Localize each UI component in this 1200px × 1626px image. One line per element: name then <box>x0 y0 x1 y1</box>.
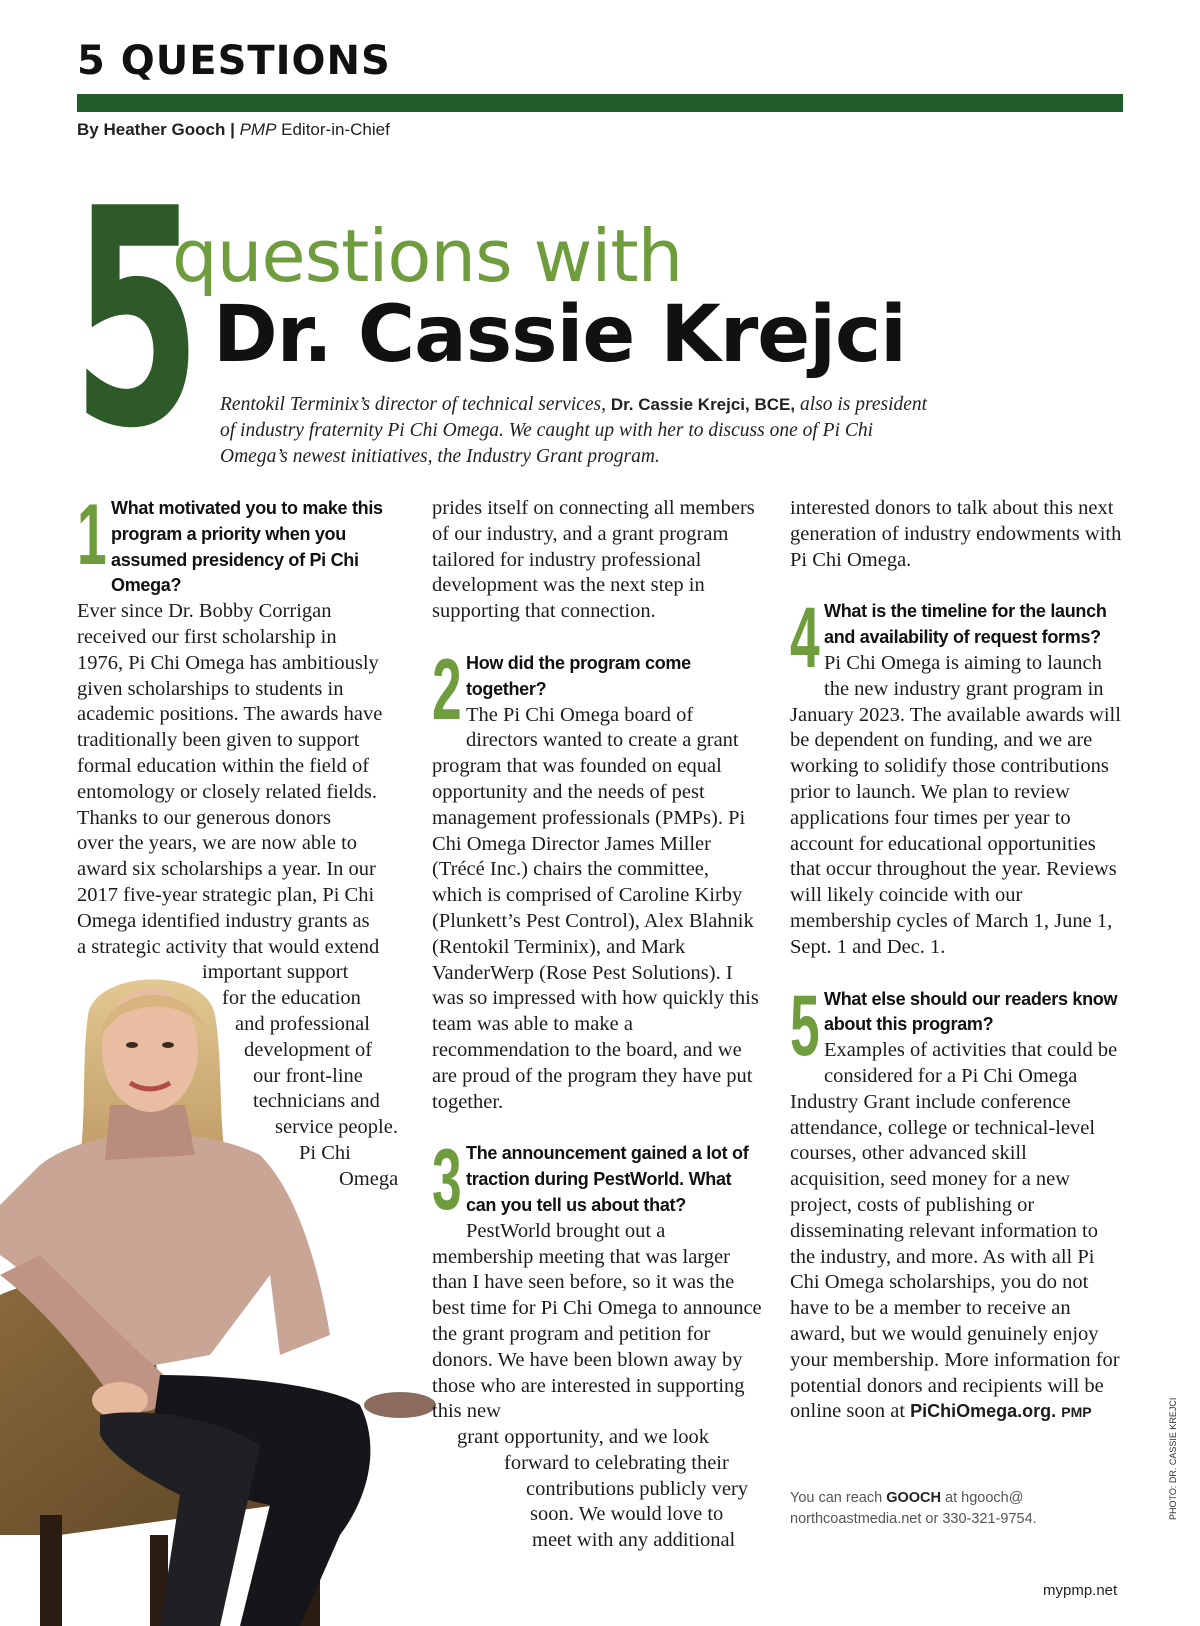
text-line: Pi Chi <box>299 1141 351 1164</box>
text-line: Ever since Dr. Bobby Corrigan <box>77 600 332 623</box>
text-line: Omega identified industry grants as <box>77 909 370 932</box>
text-line: a strategic activity that would extend <box>77 935 380 958</box>
question-5 <box>790 987 1126 1427</box>
question-heading-4: What is the timeline for the launch and availability of request forms? <box>824 601 1107 648</box>
column-2 <box>432 496 764 1554</box>
footer-site: mypmp.net <box>1043 1582 1118 1599</box>
text-line: forward to celebrating their <box>504 1451 729 1474</box>
question-number-1: 1 <box>77 496 107 583</box>
question-heading-2: How did the program come together? <box>466 652 691 699</box>
question-1 <box>77 496 399 599</box>
text-line: and professional <box>235 1012 370 1035</box>
answer-4: Pi Chi Omega is aiming to launch the new industry grant program in January 2023. The available awards will be dependent on funding, and we are working to solidify those contributions prior to launch. We plan to review applications four times per year to account for educational opportunities that occur throughout the year. Reviews will likely coincide with our membership cycles of March 1, June 1, Sept. 1 and Dec. 1. <box>790 651 1121 958</box>
author-name: Heather Gooch <box>103 120 226 139</box>
text-line: meet with any additional <box>532 1529 736 1552</box>
intro-deck <box>220 392 940 470</box>
answer-5 <box>790 1038 1126 1426</box>
text-line: Omega <box>339 1167 399 1190</box>
answer-2: The Pi Chi Omega board of directors wanted to create a grant program that was founded on equal opportunity and the needs of pest management professionals (PMPs). Pi Chi Omega Director James Miller (Trécé Inc.) chairs the committee, which is comprised of Caroline Kirby (Plunkett’s Pest Control), Alex Blahnik (Rentokil Terminix), and Mark VanderWerp (Rose Pest Solutions). I was so impressed with how quickly this team was able to make a recommendation to the board, and we are proud of the program they have put together. <box>432 703 759 1113</box>
text-line: technicians and <box>253 1090 380 1113</box>
text-line: important support <box>202 961 349 984</box>
text-line: our front-line <box>253 1064 363 1087</box>
text-line: entomology or closely related fields. <box>77 780 378 803</box>
text-line: award six scholarships a year. In our <box>77 858 376 881</box>
question-3 <box>432 1141 764 1425</box>
section-title: 5 QUESTIONS <box>77 38 391 84</box>
text-line: given scholarships to students in <box>77 677 344 700</box>
question-heading-1: What motivated you to make this program a priority when you assumed presidency of Pi Chi Omega? <box>111 498 383 596</box>
column-3 <box>790 496 1126 1426</box>
text-line: 2017 five-year strategic plan, Pi Chi <box>77 883 375 906</box>
question-heading-3: The announcement gained a lot of traction during PestWorld. What can you tell us about that? <box>466 1143 749 1215</box>
text-line: received our first scholarship in <box>77 625 337 648</box>
header-rule <box>77 94 1123 112</box>
text-line: development of <box>244 1038 373 1061</box>
answer-3-continued: interested donors to talk about this next generation of industry endowments with Pi Chi Omega. <box>790 497 1122 571</box>
text-line: academic positions. The awards have <box>77 703 383 726</box>
title-name: Dr. Cassie Krejci <box>213 290 906 380</box>
answer-3-wrap <box>432 1425 764 1554</box>
text-line: formal education within the field of <box>77 754 370 777</box>
question-4 <box>790 599 1126 960</box>
website-link[interactable]: PiChiOmega.org. <box>910 1401 1057 1422</box>
contact-info <box>790 1488 1120 1530</box>
question-number-4: 4 <box>790 599 820 687</box>
question-number-2: 2 <box>432 650 462 738</box>
contact-rest: at hgooch@ northcoastmedia.net or 330-321-9754. <box>790 1490 1037 1527</box>
intro-part2: also is president of industry fraternity Pi Chi Omega. We caught up with her to discuss one of Pi Chi Omega’s newest initiatives, the Industry Grant program. <box>220 394 928 467</box>
text-line: 1976, Pi Chi Omega has ambitiously <box>77 651 379 674</box>
answer-1 <box>77 599 399 960</box>
portrait-photo <box>0 975 470 1626</box>
title-numeral: 5 <box>72 145 202 494</box>
title-questions-with: questions with <box>172 214 683 298</box>
text-line: soon. We would love to <box>530 1503 724 1526</box>
answer-3: PestWorld brought out a membership meeting that was larger than I have seen before, so it was the best time for Pi Chi Omega to announce the grant program and petition for donors. We have been blown away by those who are interested in supporting this new <box>432 1219 762 1423</box>
text-line: service people. <box>275 1116 398 1139</box>
question-number-3: 3 <box>432 1141 462 1229</box>
text-line: traditionally been given to support <box>77 729 360 752</box>
byline <box>77 120 390 140</box>
text-line: grant opportunity, and we look <box>457 1426 710 1449</box>
photo-credit: PHOTO: DR. CASSIE KREJCI <box>1168 1397 1178 1520</box>
byline-separator: | <box>230 120 235 139</box>
question-number-5: 5 <box>790 986 820 1074</box>
publication-name: PMP <box>239 120 277 139</box>
text-line: contributions publicly very <box>526 1477 749 1500</box>
text-line: for the education <box>222 987 361 1010</box>
intro-name: Dr. Cassie Krejci, BCE, <box>610 395 796 414</box>
author-role: Editor-in-Chief <box>281 120 390 139</box>
answer-5-text: Examples of activities that could be considered for a Pi Chi Omega Industry Grant include conference attendance, college or technical-level courses, other advanced skill acquisition, seed money for a new project, costs of publishing or disseminating relevant information to the industry, and more. As with all Pi Chi Omega scholarships, you do not have to be a member to receive an award, but we would genuinely enjoy your membership. More information for potential donors and recipients will be online soon at <box>790 1039 1120 1423</box>
contact-prefix: You can reach <box>790 1490 887 1506</box>
answer-1-continued: prides itself on connecting all members of our industry, and a grant program tailored for industry professional development was the next step in supporting that connection. <box>432 497 755 623</box>
byline-prefix: By <box>77 120 99 139</box>
contact-name: GOOCH <box>886 1490 941 1506</box>
intro-part1: Rentokil Terminix’s director of technical services, <box>220 394 611 415</box>
end-mark: PMP <box>1061 1404 1092 1421</box>
question-heading-5: What else should our readers know about this program? <box>824 988 1118 1035</box>
question-2 <box>432 651 764 1115</box>
text-line: Thanks to our generous donors <box>77 806 331 829</box>
text-line: over the years, we are now able to <box>77 832 358 855</box>
